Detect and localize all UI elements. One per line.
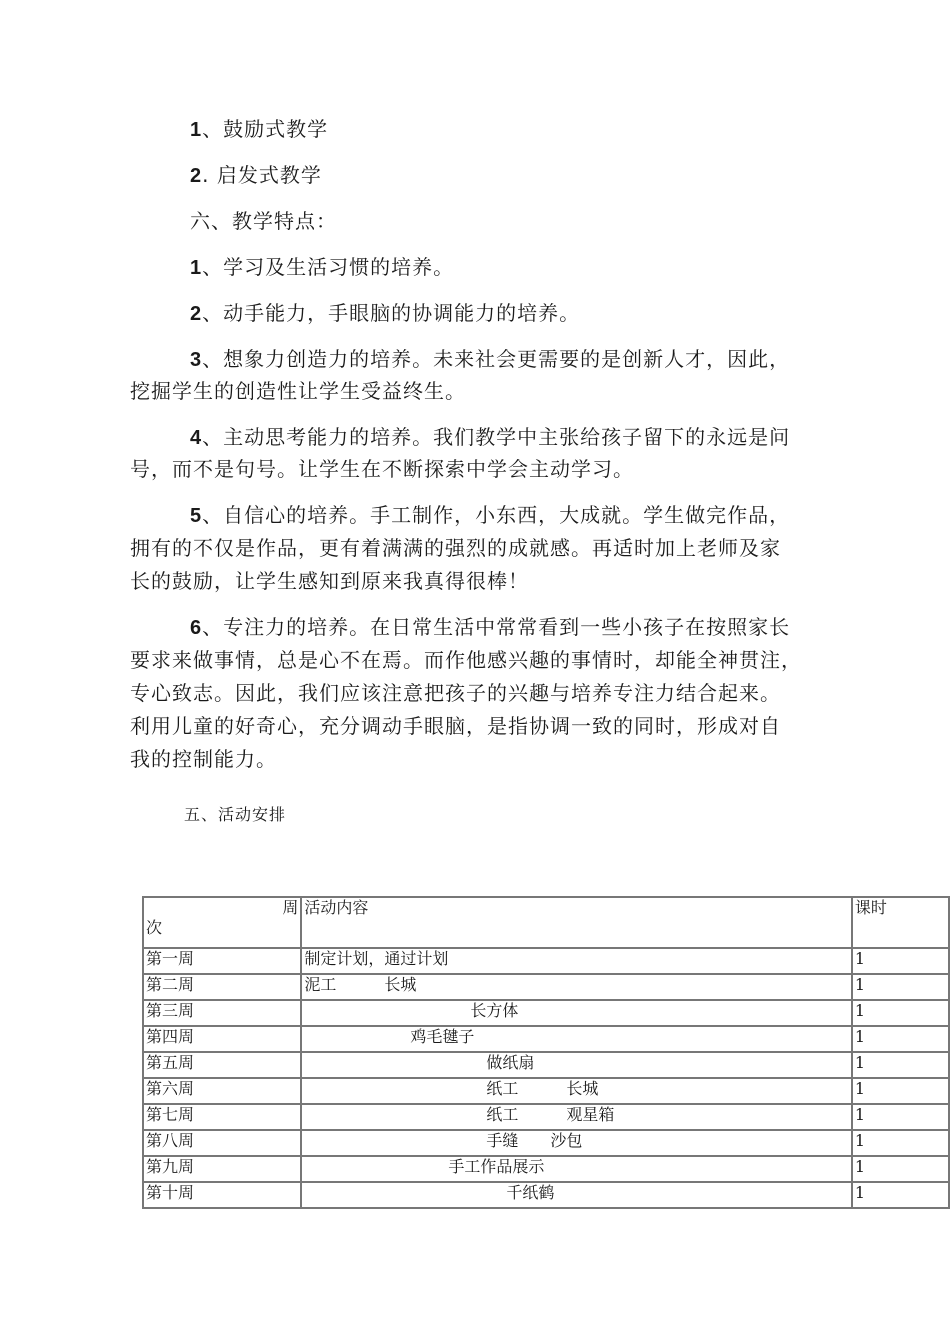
header-week [143,897,301,948]
hours-cell: 1 [852,1026,949,1052]
item-number: 1 [190,257,203,279]
content-cell: 制定计划，通过计划 [301,948,851,974]
hours-cell: 1 [852,974,949,1000]
content-cell: 鸡毛毽子 [301,1026,851,1052]
content-cell: 纸工 观星箱 [301,1104,851,1130]
week-cell: 第一周 [143,948,301,974]
feature-6-line-4: 利用儿童的好奇心，充分调动手眼脑，是指协调一致的同时，形成对自 [130,714,781,738]
feature-6-line-3: 专心致志。因此，我们应该注意把孩子的兴趣与培养专注力结合起来。 [130,681,781,705]
item-number: 5 [190,505,203,527]
item-number: 1 [190,119,203,141]
item-number: 4 [190,427,203,449]
hours-cell: 1 [852,1052,949,1078]
week-cell: 第十周 [143,1182,301,1208]
week-cell: 第三周 [143,1000,301,1026]
feature-5-line-3: 长的鼓励，让学生感知到原来我真得很棒！ [130,569,529,593]
feature-3-line-1 [190,348,890,371]
item-number: 6 [190,617,203,639]
table-row [143,1000,949,1026]
week-cell: 第九周 [143,1156,301,1182]
item-number: 2 [190,165,203,187]
hours-cell: 1 [852,1182,949,1208]
item-text: 六、教学特点： [190,209,337,233]
header-hours: 课时 [852,897,949,948]
feature-1 [190,256,890,279]
hours-cell: 1 [852,1078,949,1104]
table-row [143,948,949,974]
section-6-title [190,210,890,232]
table-row [143,1078,949,1104]
hours-cell: 1 [852,948,949,974]
table-row [143,1052,949,1078]
feature-4-line-2: 号，而不是句号。让学生在不断探索中学会主动学习。 [130,457,634,481]
hours-cell: 1 [852,1104,949,1130]
table-row [143,1156,949,1182]
item-text: 、自信心的培养。手工制作，小东西，大成就。学生做完作品， [202,503,791,527]
content-cell: 手工作品展示 [301,1156,851,1182]
header-content: 活动内容 [301,897,851,948]
content-cell: 纸工 长城 [301,1078,851,1104]
feature-5-line-1 [190,504,890,527]
feature-3-line-2: 挖掘学生的创造性让学生受益终生。 [130,379,466,403]
header-week-bottom: 次 [146,918,163,937]
item-text: 、主动思考能力的培养。我们教学中主张给孩子留下的永远是问 [202,425,791,449]
week-cell: 第八周 [143,1130,301,1156]
item-number: 2 [190,303,203,325]
feature-4-line-1 [190,426,890,449]
table-row [143,974,949,1000]
item-text: 、想象力创造力的培养。未来社会更需要的是创新人才，因此， [202,347,791,371]
item-number: 3 [190,349,203,371]
section-5-title: 五、活动安排 [184,805,287,824]
content-cell: 长方体 [301,1000,851,1026]
content-cell: 做纸扇 [301,1052,851,1078]
header-week-top: 周 [282,898,299,917]
item-text: 、鼓励式教学 [202,117,329,141]
hours-cell: 1 [852,1130,949,1156]
feature-6-line-5: 我的控制能力。 [130,747,277,771]
table-row [143,1182,949,1208]
week-cell: 第七周 [143,1104,301,1130]
feature-6-line-1 [190,616,890,639]
item-1 [190,118,890,141]
table-row [143,1130,949,1156]
item-text: 、专注力的培养。在日常生活中常常看到一些小孩子在按照家长 [202,615,791,639]
content-cell: 泥工 长城 [301,974,851,1000]
item-text: 、学习及生活习惯的培养。 [202,255,455,279]
feature-2 [190,302,890,325]
item-2 [190,164,890,187]
hours-cell: 1 [852,1156,949,1182]
activity-table [142,896,950,1209]
week-cell: 第六周 [143,1078,301,1104]
content-cell: 千纸鹤 [301,1182,851,1208]
table-header-row [143,897,949,948]
table-row [143,1026,949,1052]
item-text: . 启发式教学 [202,163,322,187]
week-cell: 第五周 [143,1052,301,1078]
item-text: 、动手能力，手眼脑的协调能力的培养。 [202,301,581,325]
table-row [143,1104,949,1130]
content-cell: 手缝 沙包 [301,1130,851,1156]
week-cell: 第四周 [143,1026,301,1052]
feature-6-line-2: 要求来做事情，总是心不在焉。而作他感兴趣的事情时，却能全神贯注， [130,648,802,672]
hours-cell: 1 [852,1000,949,1026]
week-cell: 第二周 [143,974,301,1000]
feature-5-line-2: 拥有的不仅是作品，更有着满满的强烈的成就感。再适时加上老师及家 [130,536,781,560]
